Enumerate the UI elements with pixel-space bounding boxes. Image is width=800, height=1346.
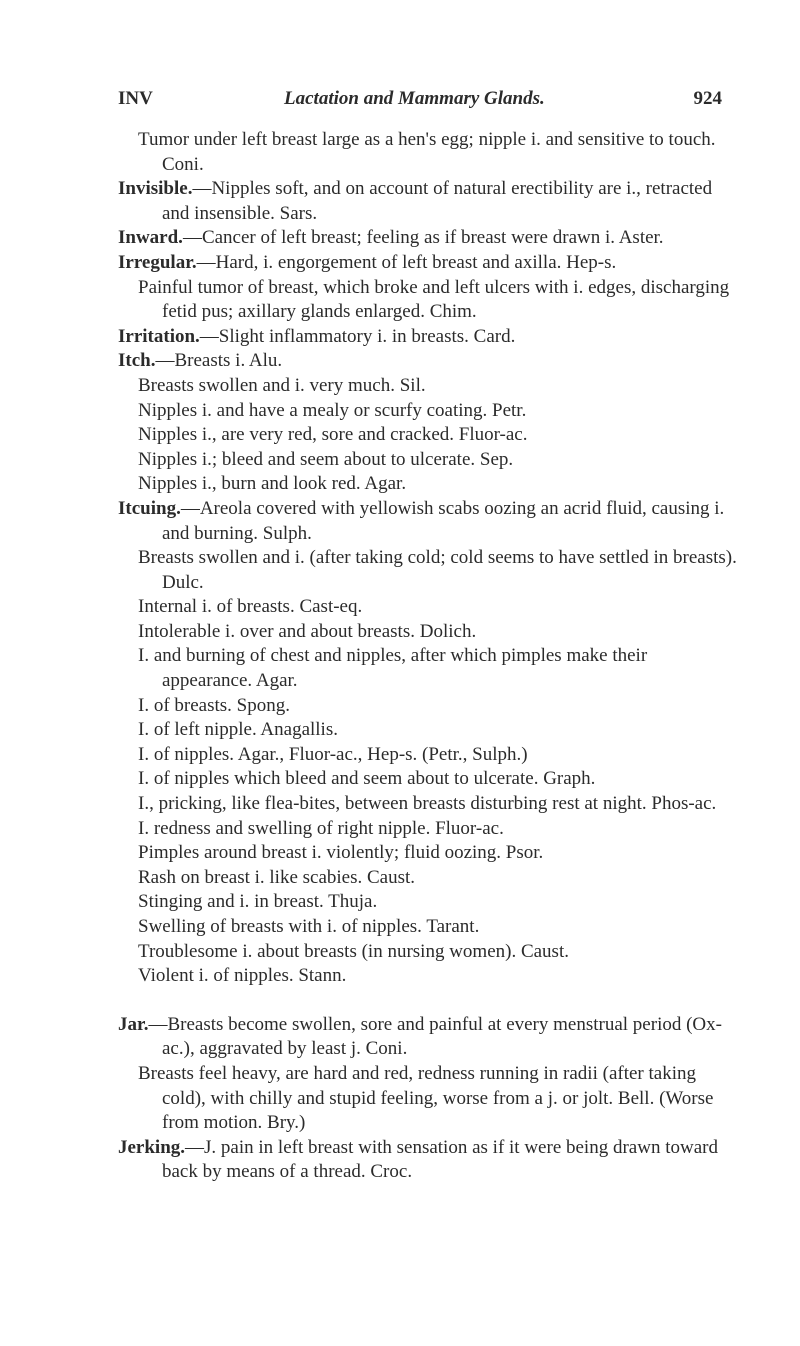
rubric-entry [118, 1013, 742, 1062]
sub-entry [118, 276, 742, 325]
entry-text: Violent i. of nipples. Stann. [138, 965, 347, 987]
sub-entry [118, 767, 742, 792]
sub-entry [118, 620, 742, 645]
repertory-entries [118, 128, 742, 1185]
rubric-keyword: Itcuing. [118, 497, 181, 519]
entry-text: Intolerable i. over and about breasts. Dolich. [138, 620, 477, 642]
entry-text: —Nipples soft, and on account of natural erectibility are i., retracted and insensible. Sars. [162, 178, 713, 224]
sub-entry [118, 644, 742, 693]
rubric-keyword: Inward. [118, 227, 183, 249]
entry-text: Painful tumor of breast, which broke and left ulcers with i. edges, discharging fetid pus; axillary glands enlarged. Chim. [138, 276, 730, 323]
sub-entry [118, 743, 742, 768]
entry-text: Troublesome i. about breasts (in nursing women). Caust. [138, 940, 569, 962]
sub-entry [118, 546, 742, 595]
sub-entry [118, 718, 742, 743]
entry-text: Nipples i.; bleed and seem about to ulcerate. Sep. [138, 448, 514, 470]
sub-entry [118, 1062, 742, 1136]
sub-entry [118, 472, 742, 497]
sub-entry [118, 595, 742, 620]
sub-entry [118, 423, 742, 448]
header-section-title: Lactation and Mammary Glands. [284, 88, 545, 109]
sub-entry [118, 866, 742, 891]
header-left-guide-word: INV [118, 88, 153, 109]
sub-entry [118, 128, 742, 177]
entry-text: —Slight inflammatory i. in breasts. Card. [199, 325, 516, 347]
entry-text: Pimples around breast i. violently; fluid oozing. Psor. [138, 842, 544, 864]
entry-text: Nipples i., burn and look red. Agar. [138, 473, 407, 495]
rubric-keyword: Invisible. [118, 178, 193, 200]
entry-text: I. redness and swelling of right nipple. Fluor-ac. [138, 817, 504, 839]
entry-text: Tumor under left breast large as a hen's egg; nipple i. and sensitive to touch. Coni. [138, 129, 716, 175]
rubric-keyword: Jar. [118, 1013, 149, 1035]
entry-text: —Hard, i. engorgement of left breast and axilla. Hep-s. [196, 251, 617, 273]
entry-text: I. of breasts. Spong. [138, 694, 290, 716]
entry-text: —Cancer of left breast; feeling as if breast were drawn i. Aster. [182, 227, 664, 249]
rubric-entry [118, 251, 742, 276]
rubric-keyword: Jerking. [118, 1136, 186, 1158]
entry-text: —Breasts become swollen, sore and painful at every menstrual period (Ox-ac.), aggravated by least j. Coni. [148, 1013, 722, 1060]
rubric-entry [118, 325, 742, 350]
sub-entry [118, 448, 742, 473]
rubric-keyword: Irregular. [118, 251, 197, 273]
entry-text: Rash on breast i. like scabies. Caust. [138, 866, 416, 888]
rubric-entry [118, 177, 742, 226]
sub-entry [118, 817, 742, 842]
rubric-keyword: Itch. [118, 350, 156, 372]
sub-entry [118, 694, 742, 719]
entry-text: Swelling of breasts with i. of nipples. Tarant. [138, 916, 480, 937]
entry-text: I. of nipples which bleed and seem about to ulcerate. Graph. [138, 768, 596, 790]
entry-text: —Areola covered with yellowish scabs oozing an acrid fluid, causing i. and burning. Sulph. [162, 497, 725, 544]
sub-entry [118, 792, 742, 817]
rubric-entry [118, 497, 742, 546]
entry-text: Nipples i., are very red, sore and cracked. Fluor-ac. [138, 424, 528, 446]
entry-text: I. of left nipple. Anagallis. [138, 719, 338, 741]
entry-text: —Breasts i. Alu. [155, 350, 283, 372]
sub-entry [118, 374, 742, 399]
sub-entry [118, 940, 742, 965]
rubric-entry [118, 226, 742, 251]
sub-entry [118, 915, 742, 940]
entry-text: Stinging and i. in breast. Thuja. [138, 891, 378, 913]
entry-text: Breasts feel heavy, are hard and red, redness running in radii (after taking cold), with chilly and stupid feeling, worse from a j. or jolt. Bell. (Worse from motion. Bry.) [138, 1062, 714, 1134]
sub-entry [118, 841, 742, 866]
rubric-entry [118, 1136, 742, 1185]
entry-text: —J. pain in left breast with sensation as if it were being drawn toward back by means of a thread. Croc. [162, 1136, 718, 1183]
rubric-entry [118, 349, 742, 374]
entry-text: Nipples i. and have a mealy or scurfy coating. Petr. [138, 399, 527, 421]
entry-text: I. of nipples. Agar., Fluor-ac., Hep-s. (Petr., Sulph.) [138, 743, 528, 765]
entry-text: Breasts swollen and i. (after taking cold; cold seems to have settled in breasts). Dulc. [138, 547, 737, 593]
entry-text: Breasts swollen and i. very much. Sil. [138, 374, 426, 396]
sub-entry [118, 399, 742, 424]
entry-text: Internal i. of breasts. Cast-eq. [138, 596, 363, 618]
sub-entry [118, 890, 742, 915]
running-header [118, 88, 722, 116]
entry-text: I., pricking, like flea-bites, between breasts disturbing rest at night. Phos-ac. [138, 793, 717, 815]
page-number: 924 [693, 88, 722, 109]
sub-entry [118, 964, 742, 989]
rubric-keyword: Irritation. [118, 325, 200, 347]
entry-text: I. and burning of chest and nipples, after which pimples make their appearance. Agar. [138, 645, 648, 692]
